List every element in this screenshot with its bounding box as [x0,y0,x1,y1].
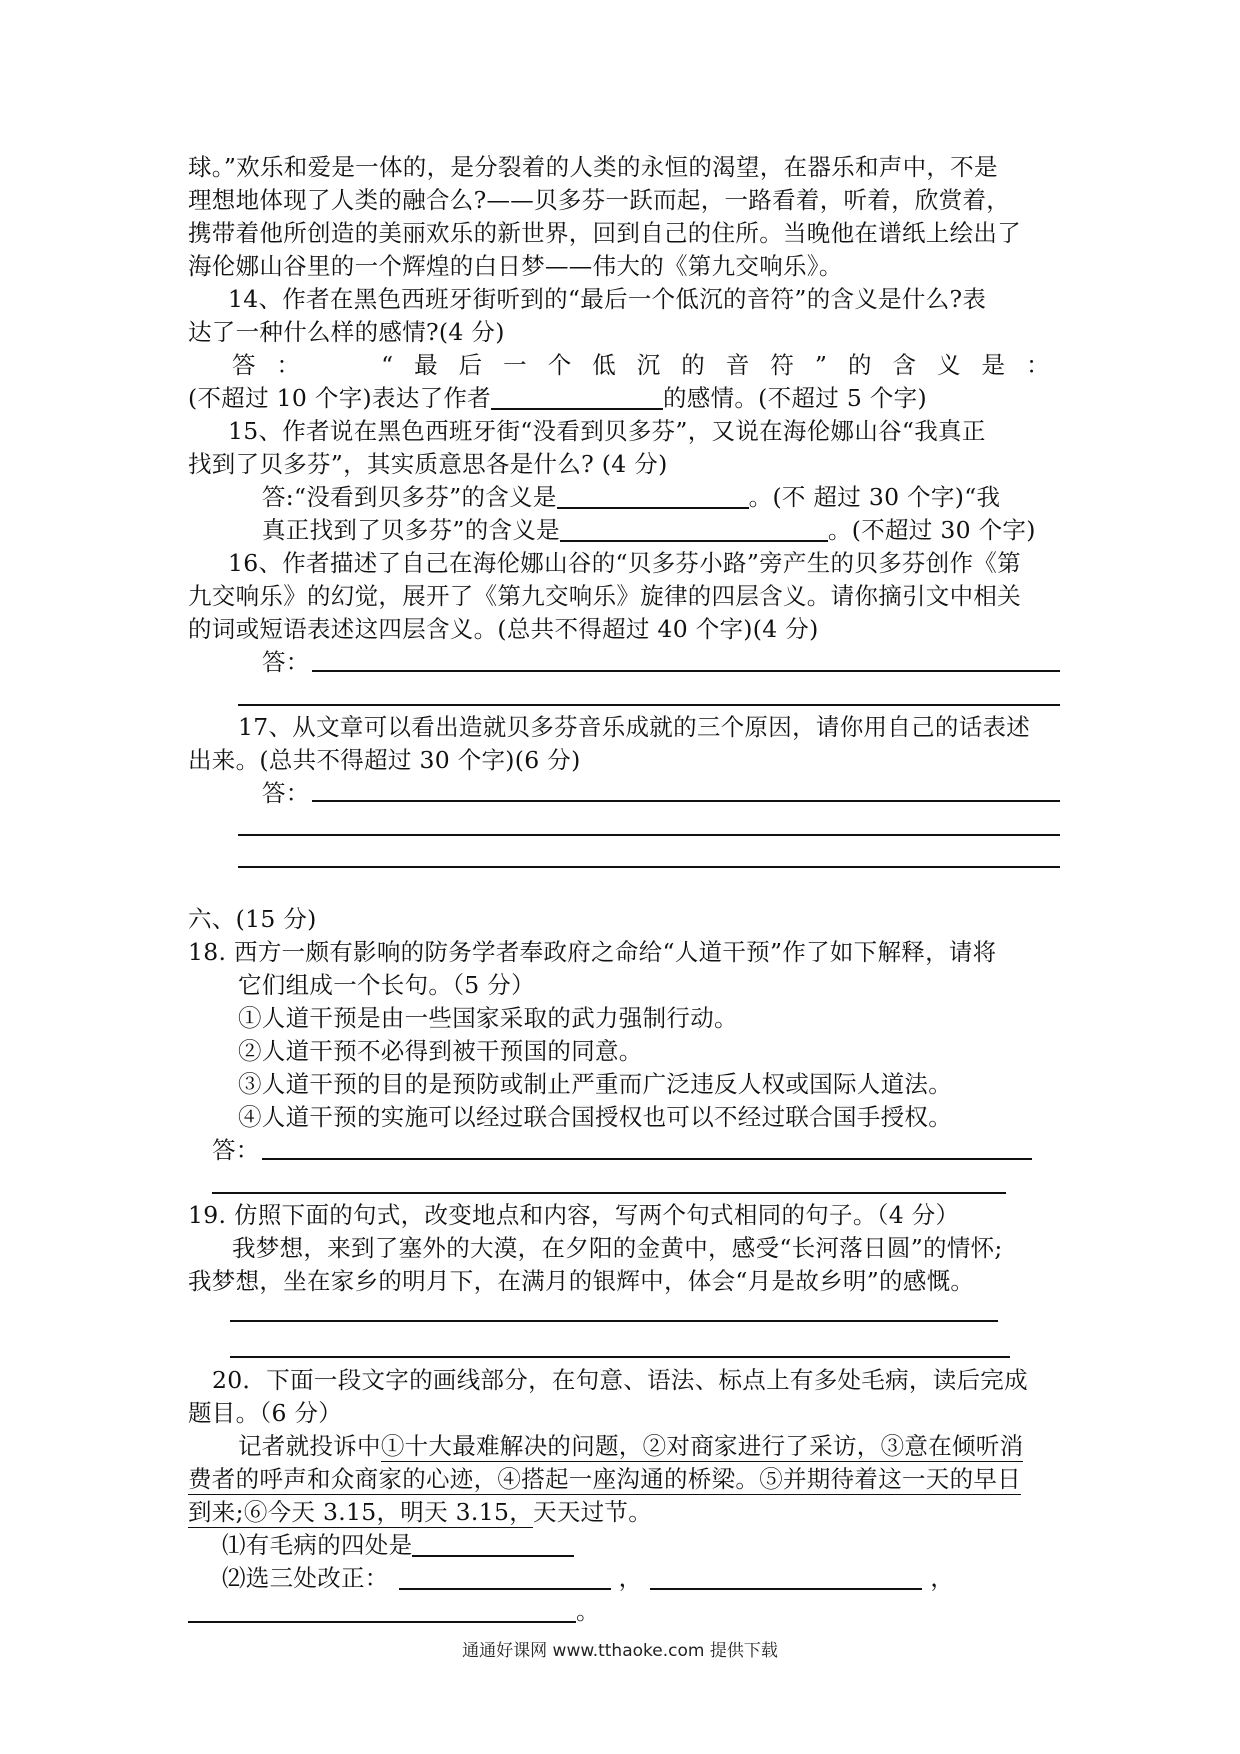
q20-passage-text: 记者就投诉中 [238,1432,381,1460]
q14-line-4 [188,382,927,414]
q20-line-2: 题目。（6 分） [188,1399,343,1427]
q17-answer-line-3[interactable] [238,866,1060,868]
q16-line-1: 16、作者描述了自己在海伦娜山谷的“贝多芬小路”旁产生的贝多芬创作《第 [228,549,1021,577]
q20-sub-2-label: ⑵选三处改正： [222,1564,389,1592]
q14-ans-char: 低 [592,351,617,379]
q14-line-1: 14、作者在黑色西班牙街听到的“最后一个低沉的音符”的含义是什么?表 [228,285,987,313]
q19-line-1: 19. 仿照下面的句式，改变地点和内容，写两个句式相同的句子。（4 分） [188,1201,960,1229]
q18-line-1: 18. 西方一颇有影响的防务学者奉政府之命给“人道干预”作了如下解释，请将 [188,938,997,966]
q16-line-2: 九交响乐》的幻觉，展开了《第九交响乐》旋律的四层含义。请你摘引文中相关 [188,582,1021,610]
q20-underlined-text: 费者的呼声和众商家的心迹，④搭起一座沟通的桥梁。⑤并期待着这一天的早日 [188,1465,1021,1493]
q15-text-a: 答:“没看到贝多芬”的含义是 [262,483,557,511]
q14-ans-char: 含 [892,351,917,379]
q14-feeling-blank[interactable] [491,384,663,410]
q18-item-1: ①人道干预是由一些国家采取的武力强制行动。 [238,1004,738,1032]
q20-sub-1 [222,1529,574,1561]
q17-line-2: 出来。(总共不得超过 30 个字)(6 分) [188,746,581,774]
q20-period: 。 [576,1597,600,1625]
q17-line-1: 17、从文章可以看出造就贝多芬音乐成就的三个原因，请你用自己的话表述 [238,713,1031,741]
q20-underlined-text: ①十大最难解决的问题，②对商家进行了采访，③意在倾听消 [380,1432,1024,1460]
q19-example-1: 我梦想，来到了塞外的大漠，在夕阳的金黄中，感受“长河落日圆”的情怀; [232,1234,1003,1262]
q15-blank-1[interactable] [557,483,749,509]
q14-text-b: 的感情。(不超过 5 个字) [662,384,927,412]
q20-passage-line-1 [238,1430,1023,1462]
q18-answer-line-1[interactable] [262,1158,1032,1160]
q17-answer-label: 答： [262,779,310,807]
q14-ans-char: 符 [770,351,795,379]
q16-answer-label: 答： [262,648,310,676]
passage-line-4: 海伦娜山谷里的一个辉煌的白日梦——伟大的《第九交响乐》。 [188,252,843,280]
q14-ans-char: 音 [725,351,750,379]
q14-ans-char: ： [276,351,301,379]
q15-text-b: 。(不 超过 30 个字)“我 [748,483,1001,511]
q14-ans-char: ” [814,351,828,379]
q14-ans-char: 一 [503,351,527,379]
q20-fix-blank-3[interactable] [188,1597,576,1623]
q14-ans-char: 义 [937,351,961,379]
q18-answer-label: 答： [212,1136,260,1164]
q18-line-2: 它们组成一个长句。（5 分） [238,971,535,999]
q20-underlined-text: 到来;⑥今天 3.15，明天 3.15， [188,1498,534,1526]
q20-sub-1-label: ⑴有毛病的四处是 [222,1531,413,1559]
q20-passage-line-3 [188,1496,652,1528]
page-footer: 通通好课网 www.tthaoke.com 提供下载 [462,1641,778,1661]
passage-line-3: 携带着他所创造的美丽欢乐的新世界，回到自己的住所。当晚他在谱纸上绘出了 [188,219,1021,247]
q14-ans-char: ： [1026,351,1050,379]
q17-answer-line-2[interactable] [238,834,1060,836]
q14-answer-line [232,349,1050,381]
q14-ans-char: 沉 [636,351,661,379]
q18-item-3: ③人道干预的目的是预防或制止严重而广泛违反人权或国际人道法。 [238,1070,952,1098]
q14-ans-char: 个 [547,351,572,379]
q20-sub-1-blank[interactable] [412,1531,574,1557]
q20-sub-2 [222,1562,954,1594]
q14-ans-char: 答 [232,351,256,379]
q20-passage-line-2 [188,1463,1021,1495]
q15-blank-2[interactable] [560,516,828,542]
q15-line-4 [262,514,1036,546]
q16-answer-line-2[interactable] [238,704,1060,706]
q20-fix-blank-2[interactable] [650,1564,922,1590]
q18-item-2: ②人道干预不必得到被干预国的同意。 [238,1037,643,1065]
q16-answer-line-1[interactable] [312,670,1060,672]
q15-line-2: 找到了贝多芬”，其实质意思各是什么? (4 分) [188,450,668,478]
q15-text-d: 。(不超过 30 个字) [827,516,1036,544]
passage-line-1: 球。”欢乐和爱是一体的，是分裂着的人类的永恒的渴望，在器乐和声中，不是 [188,153,998,181]
q20-passage-text: 天天过节。 [533,1498,653,1526]
q14-ans-char: 后 [458,351,483,379]
q15-line-3 [262,481,1000,513]
q17-answer-line-1[interactable] [312,800,1060,802]
q20-sub-2-cont [188,1595,600,1627]
q14-line-2: 达了一种什么样的感情?(4 分) [188,318,505,346]
q20-comma: ， [930,1564,955,1592]
q14-ans-char: 的 [847,351,872,379]
q18-answer-line-2[interactable] [212,1192,1006,1194]
q18-item-4: ④人道干预的实施可以经过联合国授权也可以不经过联合国手授权。 [238,1103,952,1131]
q16-line-3: 的词或短语表述这四层含义。(总共不得超过 40 个字)(4 分) [188,615,819,643]
q19-example-2: 我梦想，坐在家乡的明月下，在满月的银辉中，体会“月是故乡明”的感慨。 [188,1267,975,1295]
passage-line-2: 理想地体现了人类的融合么?——贝多芬一跃而起，一路看着，听着，欣赏着， [188,186,1011,214]
q14-text-a: (不超过 10 个字)表达了作者 [188,384,491,412]
q14-ans-char: 最 [414,351,438,379]
q15-line-1: 15、作者说在黑色西班牙街“没看到贝多芬”，又说在海伦娜山谷“我真正 [228,417,986,445]
q14-ans-char: “ [381,351,394,379]
q20-line-1: 20．下面一段文字的画线部分，在句意、语法、标点上有多处毛病，读后完成 [212,1366,1028,1394]
section-6-title: 六、(15 分) [188,905,317,933]
q19-answer-line-1[interactable] [230,1320,998,1322]
q19-answer-line-2[interactable] [230,1356,1010,1358]
q15-text-c: 真正找到了贝多芬”的含义是 [262,516,560,544]
q14-ans-char: 的 [681,351,706,379]
q20-comma: ， [618,1564,643,1592]
q20-fix-blank-1[interactable] [399,1564,611,1590]
q14-ans-char: 是 [981,351,1006,379]
